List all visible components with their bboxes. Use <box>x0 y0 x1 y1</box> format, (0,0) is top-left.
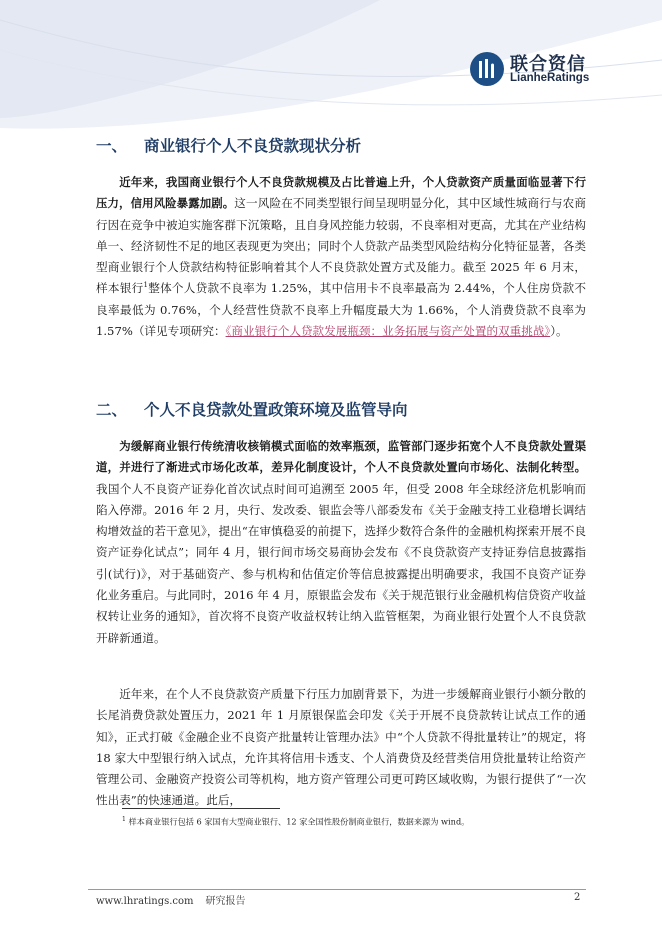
footer-left <box>96 892 246 907</box>
section-2-number: 二、 <box>96 401 128 419</box>
logo-icon <box>470 52 504 86</box>
footnote-divider <box>122 808 280 809</box>
logo-english-name: LianheRatings <box>510 72 590 84</box>
section-1-paragraph <box>96 172 586 342</box>
page-number: 2 <box>574 892 581 903</box>
section-2-paragraph-2 <box>96 684 586 812</box>
research-link[interactable]: 《商业银行个人贷款发展瓶颈：业务拓展与资产处置的双重挑战》 <box>225 324 551 339</box>
section-1-title: 商业银行个人不良贷款现状分析 <box>144 137 362 155</box>
company-logo <box>470 50 600 90</box>
section-1-number: 一、 <box>96 137 128 155</box>
footnote-text: 样本商业银行包括 6 家国有大型商业银行、12 家全国性股份制商业银行，数据来源为 wind。 <box>128 816 470 827</box>
section-2-lead: 为缓解商业银行传统清收核销模式面临的效率瓶颈，监管部门逐步拓宽个人不良贷款处置渠道，并进行了渐进式市场化改革，差异化制度设计，个人不良贷款处置向市场化、法制化转型。 <box>96 439 586 475</box>
section-1-heading <box>96 134 361 156</box>
paragraph-text: 整体个人贷款不良率为 1.25%，其中信用卡不良率最高为 2.44%，个人住房贷款不良率最低为 0.76%，个人经营性贷款不良率上升幅度最大为 1.66%，个人消费贷款不良率为 1.57%（详见专项研究： <box>96 281 586 339</box>
footnote-ref[interactable]: 1 <box>143 281 148 290</box>
footer-doc-type: 研究报告 <box>205 896 246 907</box>
footer-divider <box>88 889 586 890</box>
paragraph-text: 这一风险在不同类型银行间呈现明显分化，其中区域性城商行与农商行因在竞争中被迫实施客群下沉策略，且自身风控能力较弱，不良率相对更高，尤其在产业结构单一、经济韧性不足的地区表现更为突出；同时个人贷款产品类型风险结构分化特征显著，各类型商业银行个人贷款结构特征影响着其个人不良贷款处置方式及能力。截至 2025 年 6 月末，样本银行 <box>96 196 586 296</box>
logo-chinese-name: 联合资信 <box>510 54 586 75</box>
footnote <box>122 816 469 828</box>
section-2-paragraph-1 <box>96 436 586 649</box>
footnote-marker: 1 <box>122 816 126 823</box>
paragraph-text: ）。 <box>550 324 568 339</box>
section-1-lead: 近年来，我国商业银行个人不良贷款规模及占比普遍上升，个人贷款资产质量面临显著下行压力，信用风险暴露加剧。 <box>96 175 586 211</box>
paragraph-text: 近年来，在个人不良贷款资产质量下行压力加剧背景下，为进一步缓解商业银行小额分散的长尾消费贷款处置压力，2021 年 1 月原银保监会印发《关于开展不良贷款转让试点工作的通知》，正式打破《金融企业不良资产批量转让管理办法》中“个人贷款不得批量转让”的规定，将 18 家大中型银行纳入试点，允许其将信用卡透支、个人消费贷及经营类信用贷批量转让给资产管理公司、金融资产投资公司等机构，地方资产管理公司更可跨区域收购，为银行提供了“一次性出表”的快速通道。此后， <box>96 687 586 808</box>
paragraph-text: 我国个人不良资产证券化首次试点时间可追溯至 2005 年，但受 2008 年全球经济危机影响而陷入停滞。2016 年 2 月，央行、发改委、银监会等八部委发布《关于金融支持工业稳增长调结构增效益的若干意见》，提出“在审慎稳妥的前提下，选择少数符合条件的金融机构探索开展不良资产证券化试点”；同年 4 月，银行间市场交易商协会发布《不良贷款资产支持证券信息披露指引(试行)》，对于基础资产、参与机构和估值定价等信息披露提出明确要求，我国不良资产证券化业务重启。与此同时，2016 年 4 月，原银监会发布《关于规范银行业金融机构信贷资产收益权转让业务的通知》，首次将不良资产收益权转让纳入监管框架，为商业银行处置个人不良贷款开辟新通道。 <box>96 481 586 645</box>
section-2-title: 个人不良贷款处置政策环境及监管导向 <box>144 401 408 419</box>
footer-website[interactable]: www.lhratings.com <box>96 896 194 907</box>
section-2-heading <box>96 398 408 420</box>
